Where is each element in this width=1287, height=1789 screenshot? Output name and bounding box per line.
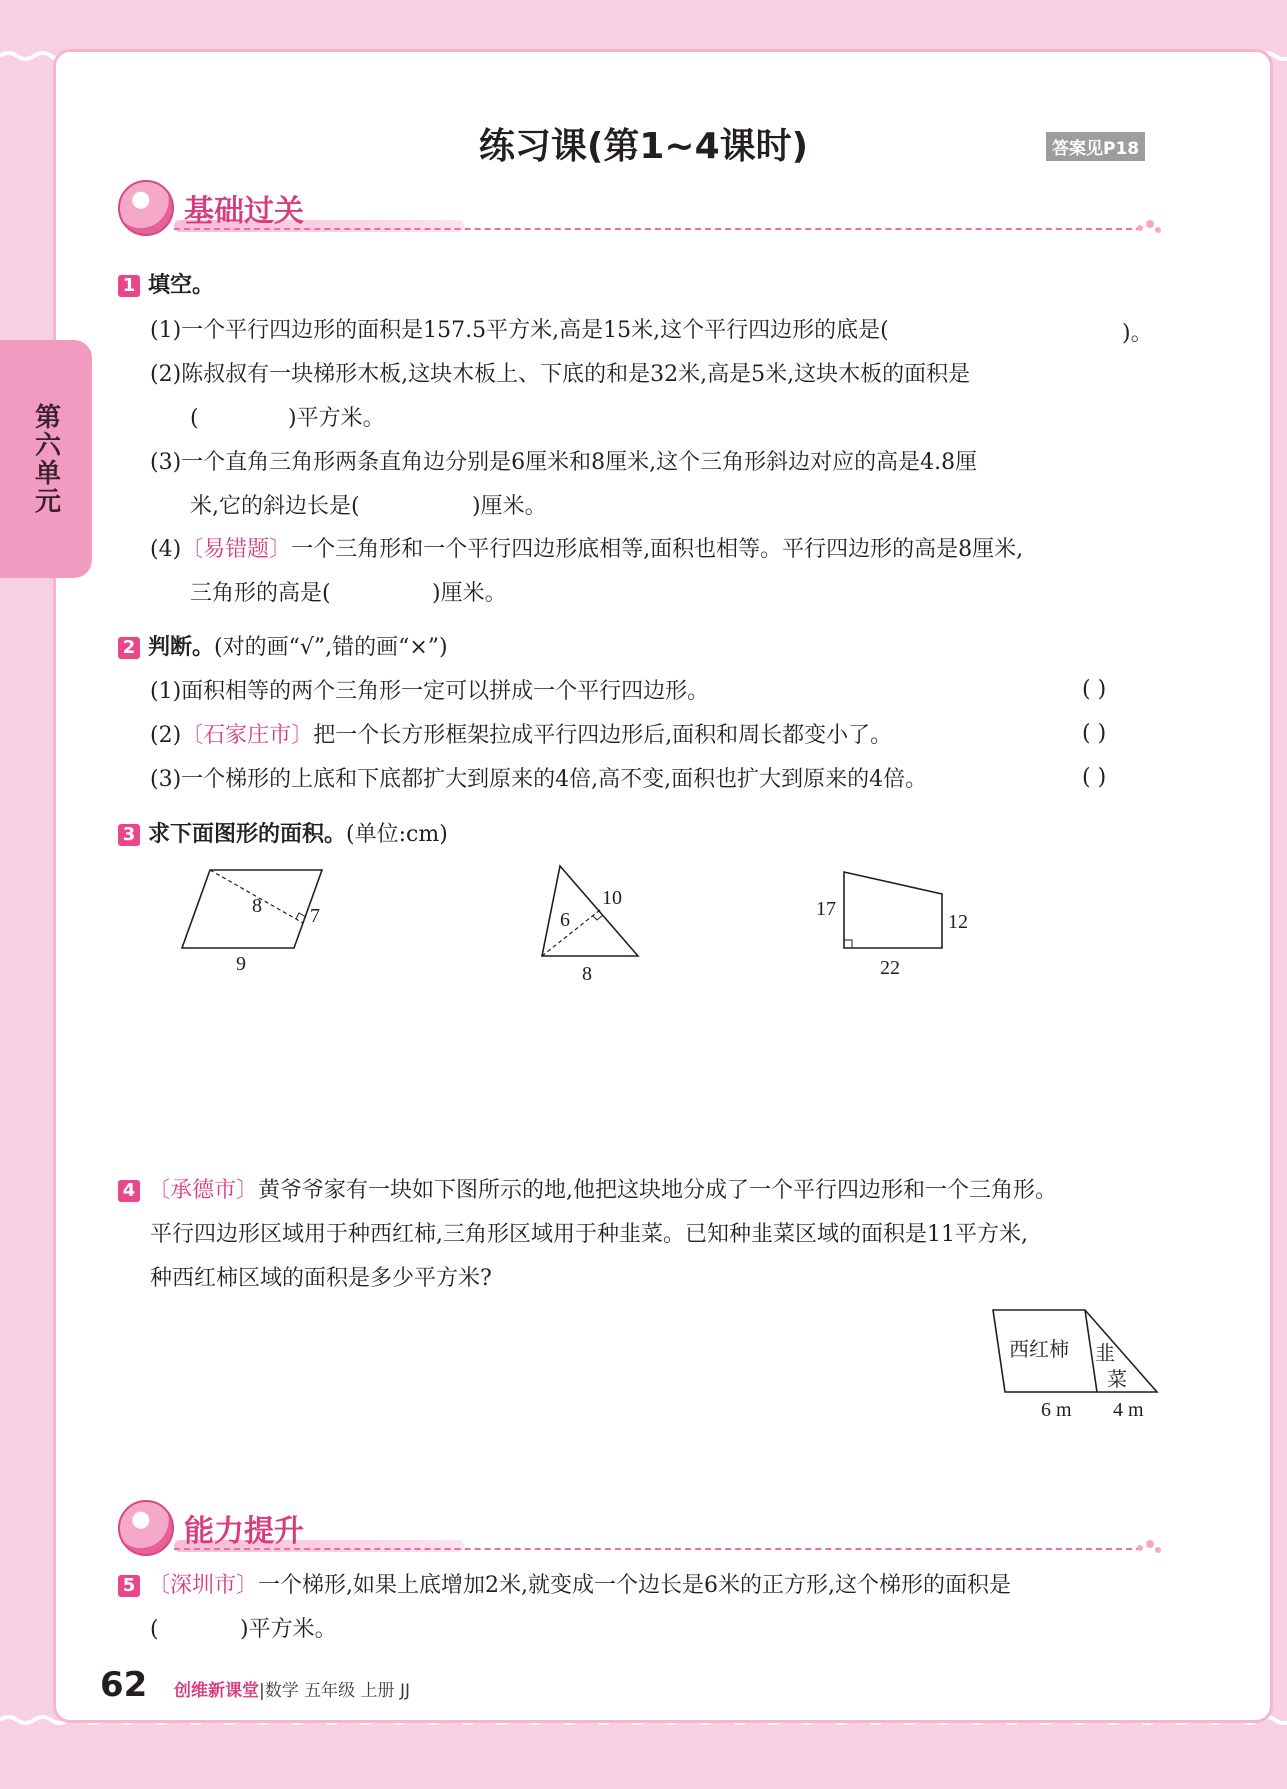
q1-item-4 <box>150 535 1023 565</box>
answer-reference-badge: 答案见P18 <box>1046 132 1145 161</box>
footer-separator: | <box>259 1681 265 1701</box>
page-title: 练习课(第1~4课时) <box>478 126 809 167</box>
fig3-right-label: 12 <box>948 911 968 933</box>
fig1-height-label: 8 <box>252 895 262 917</box>
question-number: 4 <box>118 1180 140 1202</box>
unit-label: 第六单元 <box>30 403 61 515</box>
footer-brand: 创维新课堂 <box>174 1681 259 1701</box>
q2-hint: (对的画“√”,错的画“×”) <box>214 635 448 660</box>
trapezoid-shape <box>844 872 942 948</box>
section-header-basic <box>118 180 1158 236</box>
answer-blank-open: ( <box>190 406 199 431</box>
judge-item-2 <box>150 721 892 751</box>
fig2-side-label: 10 <box>602 887 622 909</box>
question-heading: 填空。 <box>148 273 215 298</box>
right-angle-mark <box>593 915 603 920</box>
chive-region-label-2: 菜 <box>1107 1367 1127 1391</box>
section-header-advanced <box>118 1500 1158 1556</box>
tomato-region-label: 西红柿 <box>1009 1337 1069 1361</box>
judge-answer-box: ( ) <box>1082 677 1107 702</box>
question-heading <box>148 820 448 850</box>
right-angle-mark <box>844 940 852 948</box>
unit-side-tab <box>0 340 92 578</box>
region-tag: 〔石家庄市〕 <box>181 723 314 748</box>
item-prefix: (1) <box>150 679 182 704</box>
judge-item-3 <box>150 765 927 795</box>
item-prefix: (3) <box>150 767 182 792</box>
trapezoid-figure <box>810 860 980 980</box>
q2-head: 判断。 <box>148 635 215 660</box>
question-number: 3 <box>118 824 140 846</box>
triangle-shape <box>542 866 638 956</box>
q5-line-1 <box>148 1571 1011 1601</box>
judge-answer-box: ( ) <box>1082 765 1107 790</box>
fig2-base-label: 8 <box>582 963 592 985</box>
dots-icon <box>1134 216 1164 236</box>
fig3-left-label: 17 <box>816 898 836 920</box>
fig3-base-label: 22 <box>880 957 900 979</box>
q1-item-3: (3)一个直角三角形两条直角边分别是6厘米和8厘米,这个三角形斜边对应的高是4.8厘 <box>150 450 978 475</box>
judge-item-text: 面积相等的两个三角形一定可以拼成一个平行四边形。 <box>181 679 710 704</box>
q4-line-1-text: 黄爷爷家有一块如下图所示的地,他把这块地分成了一个平行四边形和一个三角形。 <box>258 1178 1058 1203</box>
question-number: 2 <box>118 637 140 659</box>
page-number: 62 <box>100 1665 148 1705</box>
q1-item-3-cont: 米,它的斜边长是( <box>190 494 360 519</box>
dots-icon <box>1134 1536 1164 1556</box>
judge-answer-box: ( ) <box>1082 721 1107 746</box>
question-number: 1 <box>118 275 140 297</box>
item-prefix: (2) <box>150 723 182 748</box>
q4-line-3: 种西红柿区域的面积是多少平方米? <box>150 1266 492 1291</box>
question-heading <box>148 633 448 663</box>
q1-item-2: (2)陈叔叔有一块梯形木板,这块木板上、下底的和是32米,高是5米,这块木板的面积是 <box>150 362 971 387</box>
q3-unit: (单位:cm) <box>346 822 448 847</box>
judge-item-text: 一个梯形的上底和下底都扩大到原来的4倍,高不变,面积也扩大到原来的4倍。 <box>181 767 928 792</box>
answer-blank-open: ( <box>150 1617 159 1642</box>
question-number: 5 <box>118 1575 140 1597</box>
footer-book-info: 数学 五年级 上册 JJ <box>264 1681 410 1701</box>
region-tag: 〔承德市〕 <box>148 1178 259 1203</box>
chive-region-label-1: 韭 <box>1095 1341 1115 1365</box>
q1-item-2-end: )平方米。 <box>288 406 385 431</box>
q1-item-4-end: )厘米。 <box>432 581 507 606</box>
judge-item-1 <box>150 677 709 707</box>
q1-item-4-text: 一个三角形和一个平行四边形底相等,面积也相等。平行四边形的高是8厘米, <box>291 537 1024 562</box>
q1-item-4-cont: 三角形的高是( <box>190 581 331 606</box>
chive-width-label: 4 m <box>1113 1399 1144 1421</box>
q1-item-3-end: )厘米。 <box>472 494 547 519</box>
section-title: 能力提升 <box>184 1514 304 1549</box>
difficulty-tag: 〔易错题〕 <box>181 537 292 562</box>
triangle-figure <box>530 860 650 990</box>
parallelogram-figure <box>170 860 340 980</box>
q5-line-2-end: )平方米。 <box>240 1617 337 1642</box>
section-dashed-rule <box>174 228 1142 230</box>
section-title: 基础过关 <box>184 194 304 229</box>
item-prefix: (4) <box>150 537 182 562</box>
mascot-icon <box>118 1500 174 1556</box>
q5-line-1-text: 一个梯形,如果上底增加2米,就变成一个边长是6米的正方形,这个梯形的面积是 <box>258 1573 1011 1598</box>
q4-line-2: 平行四边形区域用于种西红柿,三角形区域用于种韭菜。已知种韭菜区域的面积是11平方米, <box>150 1222 1028 1247</box>
region-tag: 〔深圳市〕 <box>148 1573 259 1598</box>
judge-item-text: 把一个长方形框架拉成平行四边形后,面积和周长都变小了。 <box>313 723 893 748</box>
q1-item-1 <box>150 316 889 346</box>
fig1-side-label: 7 <box>310 905 320 927</box>
q1-item-1-text: (1)一个平行四边形的面积是157.5平方米,高是15米,这个平行四边形的底是( <box>150 318 889 343</box>
tomato-width-label: 6 m <box>1041 1399 1072 1421</box>
footer-info <box>174 1676 410 1701</box>
height-line <box>542 910 600 956</box>
field-figure <box>985 1300 1165 1430</box>
fig2-height-label: 6 <box>560 909 570 931</box>
answer-blank: )。 <box>1122 321 1153 346</box>
q3-head: 求下面图形的面积。 <box>148 822 347 847</box>
fig1-base-label: 9 <box>236 953 246 975</box>
section-dashed-rule <box>174 1548 1142 1550</box>
mascot-icon <box>118 180 174 236</box>
q4-line-1 <box>148 1176 1057 1206</box>
